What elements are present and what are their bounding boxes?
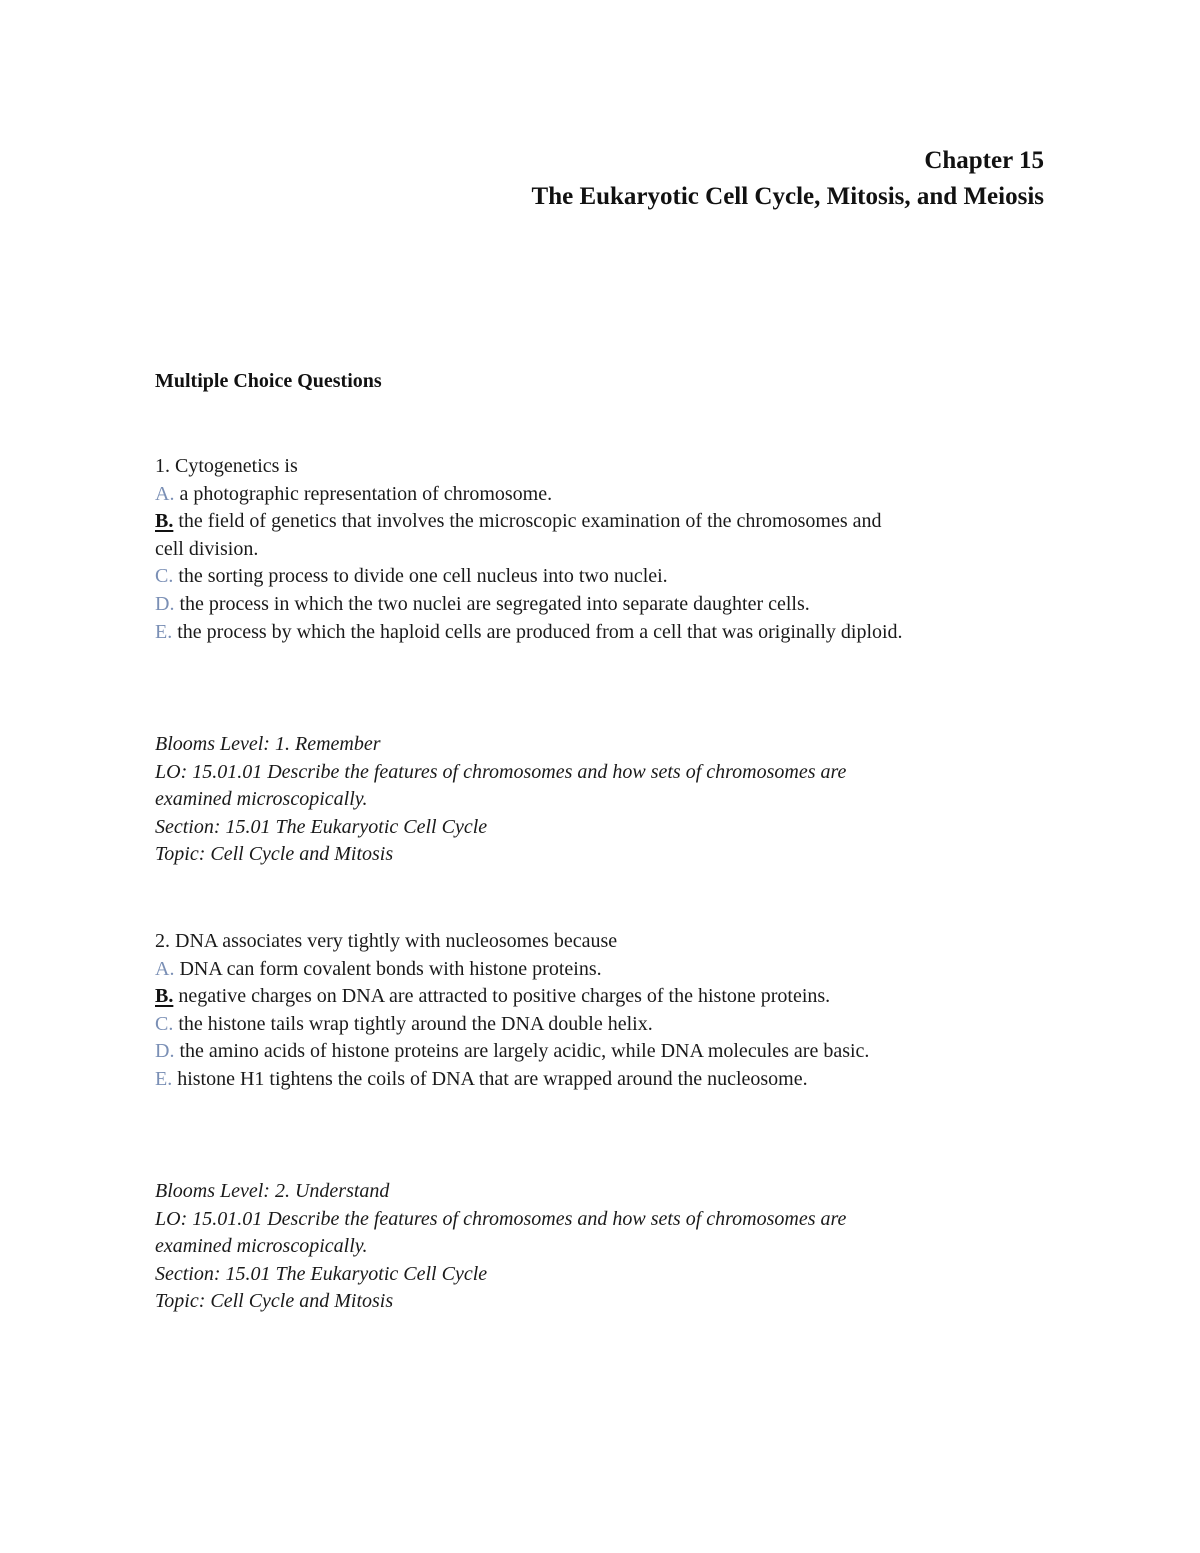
option-letter: D. — [155, 592, 175, 615]
option-letter: A. — [155, 482, 175, 505]
correct-option-letter: B. — [155, 510, 174, 533]
option-d — [155, 1038, 1035, 1066]
option-e — [155, 619, 1035, 647]
option-a — [155, 956, 1035, 984]
learning-objective-continued: examined microscopically. — [155, 788, 368, 811]
option-letter: C. — [155, 565, 174, 588]
option-b-continued: cell division. — [155, 537, 259, 560]
learning-objective-continued: examined microscopically. — [155, 1235, 368, 1258]
question-stem: 1. Cytogenetics is — [155, 455, 298, 477]
option-letter: D. — [155, 1040, 175, 1063]
section-heading: Multiple Choice Questions — [155, 370, 382, 392]
option-text: the process by which the haploid cells are produced from a cell that was originally diploid. — [172, 620, 903, 643]
question-2-metadata — [155, 1178, 1035, 1316]
learning-objective: LO: 15.01.01 Describe the features of chromosomes and how sets of chromosomes are — [155, 760, 847, 783]
option-c — [155, 563, 1035, 591]
topic: Topic: Cell Cycle and Mitosis — [155, 1290, 394, 1313]
option-text: negative charges on DNA are attracted to positive charges of the histone proteins. — [173, 985, 831, 1008]
correct-option-letter: B. — [155, 985, 174, 1008]
option-b — [155, 983, 1035, 1011]
question-stem: 2. DNA associates very tightly with nucleosomes because — [155, 930, 618, 952]
chapter-title: The Eukaryotic Cell Cycle, Mitosis, and Meiosis — [531, 183, 1044, 210]
question-1-metadata — [155, 731, 1035, 869]
option-e — [155, 1066, 1035, 1094]
option-letter: C. — [155, 1012, 174, 1035]
option-text: the sorting process to divide one cell nucleus into two nuclei. — [173, 565, 668, 588]
option-letter: E. — [155, 1067, 173, 1090]
blooms-level: Blooms Level: 2. Understand — [155, 1180, 390, 1202]
blooms-level: Blooms Level: 1. Remember — [155, 733, 381, 755]
option-text: the field of genetics that involves the microscopic examination of the chromosomes and — [173, 510, 882, 533]
option-a — [155, 481, 1035, 509]
section-reference: Section: 15.01 The Eukaryotic Cell Cycle — [155, 1262, 488, 1285]
question-1 — [155, 453, 1035, 646]
option-letter: E. — [155, 620, 173, 643]
option-c — [155, 1011, 1035, 1039]
option-text: a photographic representation of chromosome. — [174, 482, 553, 505]
chapter-number: Chapter 15 — [924, 147, 1044, 174]
option-d — [155, 591, 1035, 619]
option-text: the process in which the two nuclei are segregated into separate daughter cells. — [174, 592, 810, 615]
option-text: the amino acids of histone proteins are largely acidic, while DNA molecules are basic. — [174, 1040, 870, 1063]
option-text: the histone tails wrap tightly around the DNA double helix. — [173, 1012, 653, 1035]
option-b — [155, 508, 1035, 536]
option-text: histone H1 tightens the coils of DNA that are wrapped around the nucleosome. — [172, 1067, 808, 1090]
option-text: DNA can form covalent bonds with histone proteins. — [174, 957, 602, 980]
learning-objective: LO: 15.01.01 Describe the features of chromosomes and how sets of chromosomes are — [155, 1207, 847, 1230]
chapter-header — [532, 143, 1044, 215]
option-letter: A. — [155, 957, 175, 980]
topic: Topic: Cell Cycle and Mitosis — [155, 843, 394, 866]
question-2 — [155, 928, 1035, 1094]
section-reference: Section: 15.01 The Eukaryotic Cell Cycle — [155, 815, 488, 838]
